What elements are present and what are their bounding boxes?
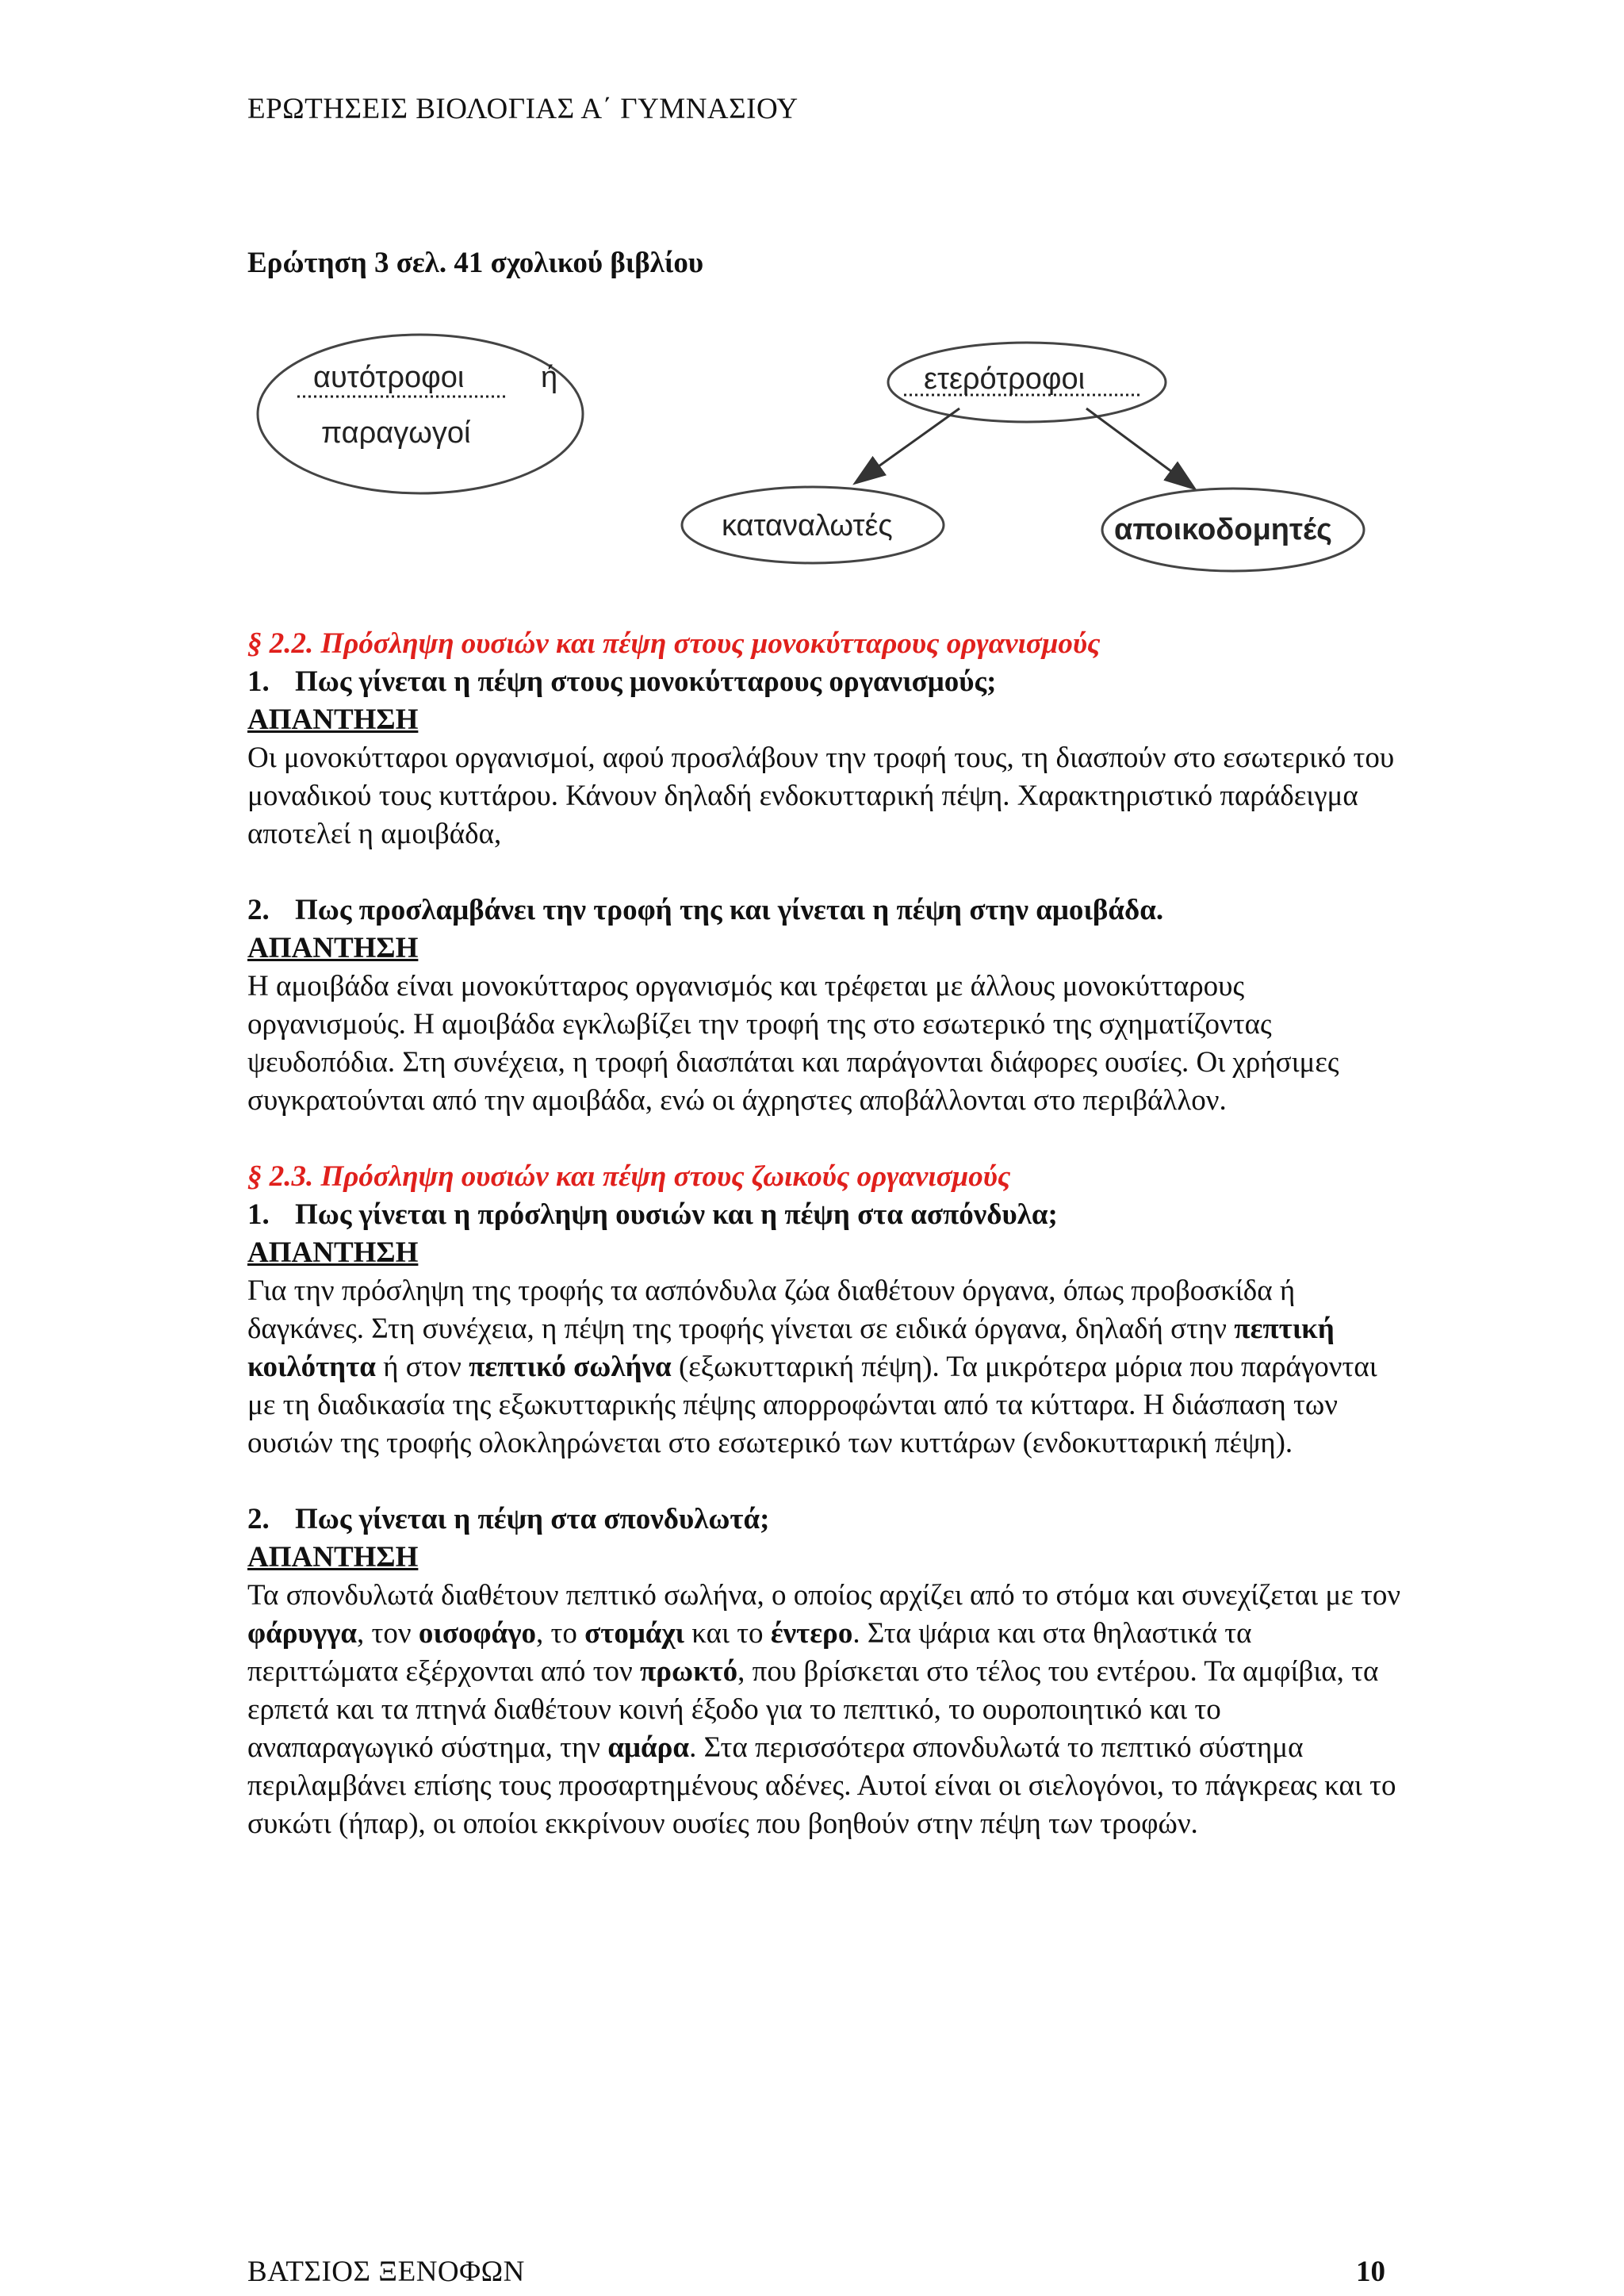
bold-term: φάρυγγα [247, 1617, 358, 1650]
question-number: 1. [247, 665, 270, 698]
question-2-3-2 [247, 1501, 1405, 1539]
arrow-to-decomposers [1086, 408, 1193, 488]
answer-label: ΑΠΑΝΤΗΣΗ [247, 1236, 419, 1269]
answer-text: Για την πρόσληψη της τροφής τα ασπόνδυλα ζώα διαθέτουν όργανα, όπως προβοσκίδα ή δαγκάνες. Στη συνέχεια, η πέψη της τροφής γίνεται σε ειδικά όργανα, δηλαδή στην πεπτική κοιλότητα ή στον πεπτικό σωλήνα (εξωκυτταρική πέψη). Τα μικρότερα μόρια που παράγονται με τη διαδικασία της εξωκυτταρικής πέψης απορροφώνται από τα κύτταρα. Η διάσπαση των ουσιών της τροφής ολοκληρώνεται στο εσωτερικό των κυττάρων (ενδοκυτταρική πέψη). [247, 1274, 1377, 1459]
page-number: 10 [1356, 2256, 1385, 2288]
question-text: Πως προσλαμβάνει την τροφή της και γίνεται η πέψη στην αμοιβάδα. [295, 894, 1164, 926]
page-header: ΕΡΩΤΗΣΕΙΣ ΒΙΟΛΟΓΙΑΣ Α΄ ΓΥΜΝΑΣΙΟΥ [247, 93, 799, 125]
answer-label: ΑΠΑΝΤΗΣΗ [247, 703, 419, 736]
consumers-label: καταναλωτές [722, 509, 893, 542]
bold-term: οισοφάγο [418, 1617, 537, 1650]
answer-text: Η αμοιβάδα είναι μονοκύτταρος οργανισμός και τρέφεται με άλλους μονοκύτταρους οργανισμούς. Η αμοιβάδα εγκλωβίζει την τροφή της στο εσωτερικό της σχηματίζοντας ψευδοπόδια. Στη συνέχεια, η τροφή διασπάται και παράγονται διάφορες ουσίες. Οι χρήσιμες συγκρατούνται από την αμοιβάδα, ενώ οι άχρηστες αποβάλλονται στο περιβάλλον. [247, 970, 1339, 1117]
section-2-2-title: § 2.2. Πρόσληψη ουσιών και πέψη στους μονοκύτταρους οργανισμούς [247, 627, 1101, 660]
bold-term: πεπτικό σωλήνα [469, 1351, 672, 1383]
page-footer: ΒΑΤΣΙΟΣ ΞΕΝΟΦΩΝ [247, 2256, 525, 2288]
question-text: Πως γίνεται η πέψη στα σπονδυλωτά; [295, 1503, 770, 1535]
bold-term: πεπτική κοιλότητα [247, 1313, 1335, 1383]
bold-term: αμάρα [607, 1731, 690, 1764]
question-number: 2. [247, 894, 270, 926]
question-number: 2. [247, 1503, 270, 1535]
decomposers-label: αποικοδομητές [1114, 513, 1332, 546]
answer-text: Τα σπονδυλωτά διαθέτουν πεπτικό σωλήνα, ο οποίος αρχίζει από το στόμα και συνεχίζεται με τον φάρυγγα, τον οισοφάγο, το στομάχι και το έντερο. Στα ψάρια και στα θηλαστικά τα περιττώματα εξέρχονται από τον πρωκτό, που βρίσκεται στο τέλος του εντέρου. Τα αμφίβια, τα ερπετά και τα πτηνά διαθέτουν κοινή έξοδο για το πεπτικό, το ουροποιητικό και το αναπαραγωγικό σύστημα, την αμάρα. Στα περισσότερα σπονδυλωτά το πεπτικό σύστημα περιλαμβάνει επίσης τους προσαρτημένους αδένες. Αυτοί είναι οι σιελογόνοι, το πάγκρεας και το συκώτι (ήπαρ), οι οποίοι εκκρίνουν ουσίες που βοηθούν στην πέψη των τροφών. [247, 1579, 1401, 1840]
answer-label: ΑΠΑΝΤΗΣΗ [247, 932, 419, 964]
question-2-2-1 [247, 663, 1405, 701]
arrow-to-consumers [856, 408, 959, 482]
question-text: Πως γίνεται η πρόσληψη ουσιών και η πέψη στα ασπόνδυλα; [295, 1198, 1058, 1231]
bold-term: στομάχι [584, 1617, 685, 1650]
question-number: 1. [247, 1198, 270, 1231]
question-reference: Ερώτηση 3 σελ. 41 σχολικού βιβλίου [247, 247, 704, 279]
autotrophs-label: αυτότροφοι [313, 361, 465, 394]
or-label: ή [541, 361, 558, 394]
autotrophs-ellipse [258, 335, 583, 493]
question-text: Πως γίνεται η πέψη στους μονοκύτταρους οργανισμούς; [295, 665, 997, 698]
section-2-3-title: § 2.3. Πρόσληψη ουσιών και πέψη στους ζωικούς οργανισμούς [247, 1160, 1011, 1193]
answer-label: ΑΠΑΝΤΗΣΗ [247, 1541, 419, 1573]
question-2-3-1 [247, 1196, 1405, 1234]
bold-term: πρωκτό [639, 1655, 738, 1688]
producers-label: παραγωγοί [321, 416, 471, 450]
bold-term: έντερο [770, 1617, 853, 1650]
main-content [247, 625, 1405, 1843]
heterotrophs-label: ετερότροφοι [924, 362, 1086, 396]
answer-text: Οι μονοκύτταροι οργανισμοί, αφού προσλάβουν την τροφή τους, τη διασπούν στο εσωτερικό του μοναδικού τους κυττάρου. Κάνουν δηλαδή ενδοκυτταρική πέψη. Χαρακτηριστικό παράδειγμα αποτελεί η αμοιβάδα, [247, 742, 1395, 850]
question-2-2-2 [247, 891, 1405, 930]
nutrition-diagram [254, 325, 1380, 587]
